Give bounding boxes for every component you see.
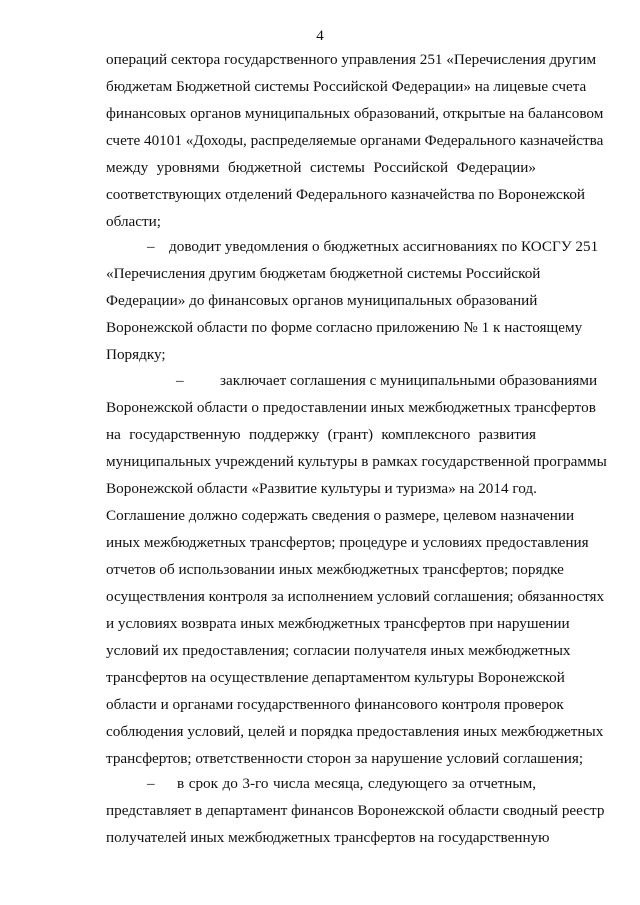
bullet-dash: – — [176, 372, 184, 389]
text-line: финансовых органов муниципальных образований, открытые на балансовом — [106, 105, 604, 122]
text-line: иных межбюджетных трансфертов; процедуре и условиях предоставления — [106, 534, 589, 551]
text-line: заключает соглашения с муниципальными образованиями — [220, 372, 598, 389]
text-line: счете 40101 «Доходы, распределяемые органами Федерального казначейства — [106, 132, 604, 149]
text-line: Воронежской области по форме согласно приложению № 1 к настоящему — [106, 319, 583, 336]
text-line: бюджетам Бюджетной системы Российской Федерации» на лицевые счета — [106, 78, 587, 95]
text-line: области; — [106, 213, 161, 230]
text-line: на государственную поддержку (грант) комплексного развития — [106, 426, 536, 443]
text-line: Воронежской области о предоставлении иных межбюджетных трансфертов — [106, 399, 596, 416]
text-line: Порядку; — [106, 346, 166, 363]
text-line: в срок до 3-го числа месяца, следующего за отчетным, — [177, 775, 536, 792]
text-line: трансфертов; ответственности сторон за нарушение условий соглашения; — [106, 750, 584, 767]
text-line: Федерации» до финансовых органов муниципальных образований — [106, 292, 538, 309]
text-line: осуществления контроля за исполнением условий соглашения; обязанностях — [106, 588, 605, 605]
text-line: Соглашение должно содержать сведения о размере, целевом назначении — [106, 507, 575, 524]
text-line: представляет в департамент финансов Воронежской области сводный реестр — [106, 802, 605, 819]
page-number: 4 — [316, 28, 324, 44]
bullet-dash: – — [147, 775, 155, 792]
text-line: получателей иных межбюджетных трансфертов на государственную — [106, 829, 550, 846]
text-line: «Перечисления другим бюджетам бюджетной системы Российской — [106, 265, 541, 282]
text-line: отчетов об использовании иных межбюджетных трансфертов; порядке — [106, 561, 564, 578]
text-line: соблюдения условий, целей и порядка предоставления иных межбюджетных — [106, 723, 604, 740]
text-line: соответствующих отделений Федерального казначейства по Воронежской — [106, 186, 586, 203]
text-line: муниципальных учреждений культуры в рамках государственной программы — [106, 453, 607, 470]
text-line: трансфертов на осуществление департаментом культуры Воронежской — [106, 669, 565, 686]
text-line: и условиях возврата иных межбюджетных трансфертов при нарушении — [106, 615, 570, 632]
text-line: Воронежской области «Развитие культуры и туризма» на 2014 год. — [106, 480, 537, 497]
text-line: области и органами государственного финансового контроля проверок — [106, 696, 564, 713]
text-line: условий их предоставления; согласии получателя иных межбюджетных — [106, 642, 571, 659]
bullet-dash: – — [147, 238, 155, 255]
text-line: операций сектора государственного управления 251 «Перечисления другим — [106, 51, 597, 68]
text-line: доводит уведомления о бюджетных ассигнованиях по КОСГУ 251 — [169, 238, 599, 255]
text-line: между уровнями бюджетной системы Российской Федерации» — [106, 159, 536, 176]
